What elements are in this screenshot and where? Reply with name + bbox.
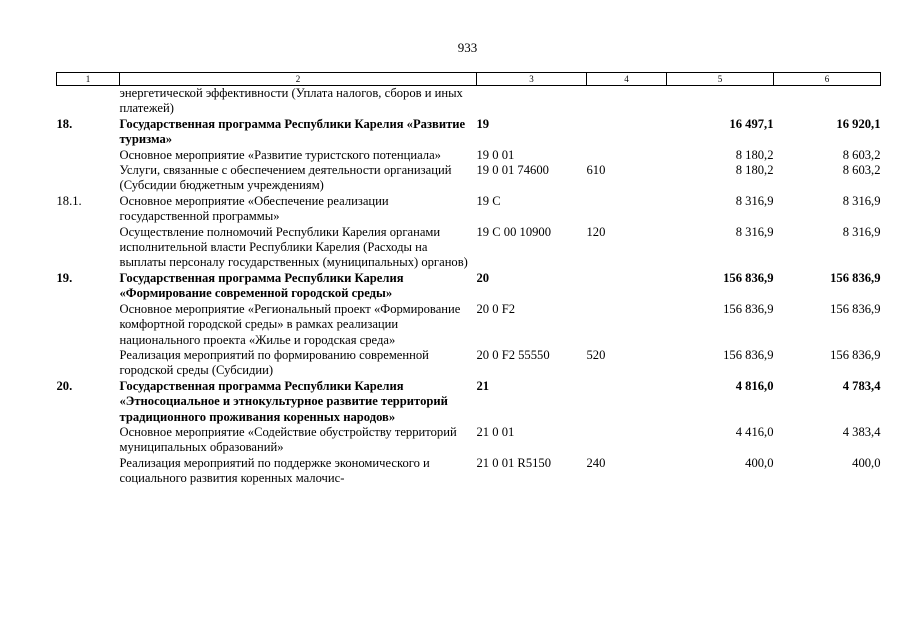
row-number bbox=[57, 86, 120, 117]
column-header: 3 bbox=[477, 73, 587, 86]
table-row bbox=[57, 148, 881, 163]
row-number: 19. bbox=[56, 270, 73, 285]
row-name: энергетической эффективности (Уплата налогов, сборов и иных платежей) bbox=[119, 86, 463, 116]
target-article-code: 20 0 F2 55550 bbox=[476, 347, 550, 362]
row-name: Основное мероприятие «Содействие обустройству территорий муниципальных образований» bbox=[119, 424, 457, 455]
amount-year-1: 4 816,0 bbox=[735, 378, 774, 393]
target-article-code: 21 0 01 R5150 bbox=[476, 455, 552, 470]
expense-type-code: 120 bbox=[586, 224, 606, 239]
amount-year-2: 4 783,4 bbox=[842, 378, 881, 393]
amount-year-1: 8 316,9 bbox=[735, 193, 774, 208]
amount-year-2: 8 316,9 bbox=[842, 224, 881, 239]
expense-type-code bbox=[587, 425, 667, 456]
target-article-code: 19 bbox=[476, 116, 490, 131]
row-number bbox=[57, 163, 120, 194]
budget-table bbox=[56, 72, 881, 487]
amount-year-2: 400,0 bbox=[852, 455, 881, 470]
expense-type-code: 520 bbox=[586, 347, 606, 362]
column-header: 6 bbox=[774, 73, 881, 86]
amount-year-2: 156 836,9 bbox=[830, 270, 881, 285]
row-number bbox=[57, 148, 120, 163]
row-name: Реализация мероприятий по формированию современной городской среды (Субсидии) bbox=[119, 347, 429, 378]
amount-year-2 bbox=[774, 86, 881, 117]
table-row bbox=[57, 271, 881, 302]
amount-year-2: 8 316,9 bbox=[842, 193, 881, 208]
page-number: 933 bbox=[457, 40, 478, 55]
row-number bbox=[57, 425, 120, 456]
expense-type-code bbox=[587, 194, 667, 225]
table-row bbox=[57, 194, 881, 225]
row-name: Осуществление полномочий Республики Карелия органами исполнительной власти Республики Карелия (Расходы на выплаты персоналу государственных (муниципальных) органов) bbox=[119, 224, 468, 270]
table-row bbox=[57, 456, 881, 487]
amount-year-1: 4 416,0 bbox=[735, 424, 774, 439]
row-number bbox=[57, 456, 120, 487]
row-name: Государственная программа Республики Карелия «Этносоциальное и этнокультурное развитие территорий традиционного проживания коренных народов» bbox=[119, 378, 448, 424]
amount-year-2: 156 836,9 bbox=[830, 347, 881, 362]
amount-year-1: 156 836,9 bbox=[723, 301, 774, 316]
table-row bbox=[57, 86, 881, 117]
row-name: Основное мероприятие «Региональный проект «Формирование комфортной городской среды» в рамках реализации национального проекта «Жилье и городская среда» bbox=[119, 301, 461, 347]
amount-year-2: 8 603,2 bbox=[842, 163, 881, 178]
column-header: 5 bbox=[667, 73, 774, 86]
row-number bbox=[57, 302, 120, 348]
target-article-code bbox=[477, 86, 587, 117]
row-number: 20. bbox=[56, 378, 73, 393]
expense-type-code bbox=[587, 379, 667, 425]
expense-type-code: 240 bbox=[586, 455, 606, 470]
amount-year-1: 8 180,2 bbox=[735, 147, 774, 162]
row-number bbox=[57, 225, 120, 271]
row-name: Услуги, связанные с обеспечением деятельности организаций (Субсидии бюджетным учреждениям) bbox=[119, 163, 452, 193]
amount-year-2: 16 920,1 bbox=[836, 116, 881, 131]
amount-year-1: 156 836,9 bbox=[723, 347, 774, 362]
target-article-code: 19 C bbox=[476, 193, 501, 208]
amount-year-2: 4 383,4 bbox=[842, 424, 881, 439]
header-row bbox=[57, 73, 881, 86]
amount-year-2: 156 836,9 bbox=[830, 301, 881, 316]
amount-year-1: 16 497,1 bbox=[729, 116, 774, 131]
amount-year-1: 156 836,9 bbox=[723, 270, 774, 285]
amount-year-1: 400,0 bbox=[745, 455, 774, 470]
column-header: 4 bbox=[587, 73, 667, 86]
row-name: Государственная программа Республики Карелия «Развитие туризма» bbox=[119, 116, 466, 147]
row-number: 18. bbox=[56, 116, 73, 131]
amount-year-1 bbox=[667, 86, 774, 117]
amount-year-1: 8 316,9 bbox=[735, 224, 774, 239]
expense-type-code bbox=[587, 148, 667, 163]
expense-type-code bbox=[587, 271, 667, 302]
table-row bbox=[57, 425, 881, 456]
table-row bbox=[57, 225, 881, 271]
table-row bbox=[57, 348, 881, 379]
target-article-code: 19 0 01 74600 bbox=[476, 163, 549, 178]
row-name: Государственная программа Республики Карелия «Формирование современной городской среды» bbox=[119, 270, 404, 301]
table-row bbox=[57, 117, 881, 148]
table-row bbox=[57, 163, 881, 194]
row-number bbox=[57, 348, 120, 379]
target-article-code: 20 bbox=[476, 270, 490, 285]
amount-year-2: 8 603,2 bbox=[842, 147, 881, 162]
target-article-code: 19 0 01 bbox=[476, 147, 515, 162]
table-row bbox=[57, 379, 881, 425]
target-article-code: 21 bbox=[476, 378, 490, 393]
expense-type-code bbox=[587, 302, 667, 348]
expense-type-code bbox=[587, 117, 667, 148]
column-header: 2 bbox=[120, 73, 477, 86]
row-name: Реализация мероприятий по поддержке экономического и социального развития коренных малочис- bbox=[119, 455, 430, 486]
column-header: 1 bbox=[57, 73, 120, 86]
row-name: Основное мероприятие «Развитие туристского потенциала» bbox=[119, 147, 441, 162]
expense-type-code bbox=[587, 86, 667, 117]
target-article-code: 21 0 01 bbox=[476, 424, 515, 439]
amount-year-1: 8 180,2 bbox=[735, 163, 774, 178]
target-article-code: 19 C 00 10900 bbox=[476, 224, 552, 239]
expense-type-code: 610 bbox=[586, 163, 606, 178]
row-number: 18.1. bbox=[56, 193, 82, 208]
table-row bbox=[57, 302, 881, 348]
target-article-code: 20 0 F2 bbox=[476, 301, 515, 316]
row-name: Основное мероприятие «Обеспечение реализации государственной программы» bbox=[119, 193, 389, 224]
